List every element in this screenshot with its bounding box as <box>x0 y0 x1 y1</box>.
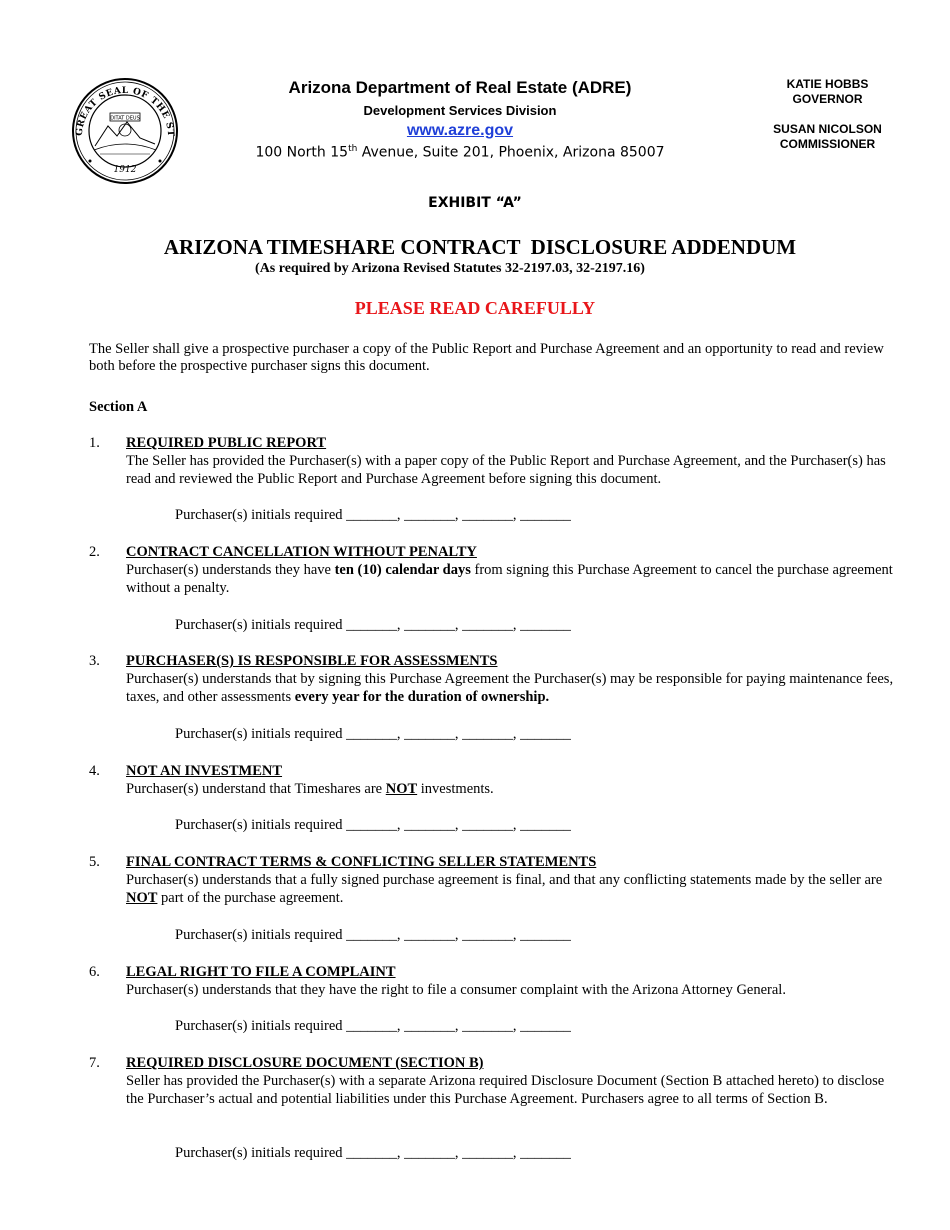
seal-year: 1912 <box>113 165 137 175</box>
item-heading: PURCHASER(S) IS RESPONSIBLE FOR ASSESSMENTS <box>126 653 498 669</box>
office-address: 100 North 15th Avenue, Suite 201, Phoenix, Arizona 85007 <box>255 144 665 161</box>
item-number: 3. <box>89 653 100 669</box>
commissioner-name: SUSAN NICOLSON <box>773 122 882 136</box>
item-right-to-complain <box>89 963 899 999</box>
initials-line-4 <box>175 817 571 834</box>
initials-blanks[interactable]: _______, _______, _______, _______ <box>346 617 571 633</box>
item-heading: CONTRACT CANCELLATION WITHOUT PENALTY <box>126 544 477 560</box>
agency-name: Arizona Department of Real Estate (ADRE) <box>288 78 632 97</box>
initials-blanks[interactable]: _______, _______, _______, _______ <box>346 1018 571 1034</box>
item-number: 7. <box>89 1055 100 1071</box>
item-number: 6. <box>89 964 100 980</box>
item-heading: REQUIRED DISCLOSURE DOCUMENT (SECTION B) <box>126 1055 484 1071</box>
item-required-public-report <box>89 434 899 488</box>
item-body: Seller has provided the Purchaser(s) with a separate Arizona required Disclosure Document (Section B attached hereto) to disclose the Purchaser’s actual and potential liabilities under this Purchase Agreement. Purchasers agree to all terms of Section B. <box>126 1073 885 1107</box>
item-contract-cancellation <box>89 543 899 597</box>
document-subtitle: (As required by Arizona Revised Statutes 32-2197.03, 32-2197.16) <box>255 261 645 276</box>
item-body: Purchaser(s) understands that by signing this Purchase Agreement the Purchaser(s) may be responsible for paying maintenance fees, taxes, and other assessments every year for the duration of ownership. <box>126 671 894 705</box>
initials-line-2 <box>175 617 571 634</box>
commissioner-block <box>745 122 910 152</box>
commissioner-title: COMMISSIONER <box>779 137 876 151</box>
initials-blanks[interactable]: _______, _______, _______, _______ <box>346 1145 571 1161</box>
initials-label: Purchaser(s) initials required <box>175 1018 343 1034</box>
website-link[interactable]: www.azre.gov <box>406 122 514 139</box>
initials-line-1 <box>175 507 571 524</box>
read-carefully-warning: PLEASE READ CAREFULLY <box>354 298 596 318</box>
initials-line-5 <box>175 927 571 944</box>
item-assessments <box>89 652 899 706</box>
initials-label: Purchaser(s) initials required <box>175 817 343 833</box>
initials-line-6 <box>175 1018 571 1035</box>
section-a-label: Section A <box>89 399 148 415</box>
initials-label: Purchaser(s) initials required <box>175 1145 343 1161</box>
item-body: Purchaser(s) understands they have ten (10) calendar days from signing this Purchase Agreement to cancel the purchase agreement without a penalty. <box>126 562 893 596</box>
initials-blanks[interactable]: _______, _______, _______, _______ <box>346 507 571 523</box>
division-name: Development Services Division <box>363 103 557 118</box>
item-body: The Seller has provided the Purchaser(s) with a paper copy of the Public Report and Purchase Agreement, and the Purchaser(s) has read and reviewed the Public Report and Purchase Agreement before signing this document. <box>126 453 886 487</box>
item-number: 4. <box>89 763 100 779</box>
initials-label: Purchaser(s) initials required <box>175 617 343 633</box>
item-heading: FINAL CONTRACT TERMS & CONFLICTING SELLER STATEMENTS <box>126 854 597 870</box>
item-body: Purchaser(s) understands that a fully signed purchase agreement is final, and that any conflicting statements made by the seller are NOT part of the purchase agreement. <box>126 872 883 906</box>
initials-label: Purchaser(s) initials required <box>175 927 343 943</box>
governor-name: KATIE HOBBS <box>786 77 869 91</box>
initials-blanks[interactable]: _______, _______, _______, _______ <box>346 817 571 833</box>
state-seal <box>70 76 180 186</box>
item-heading: LEGAL RIGHT TO FILE A COMPLAINT <box>126 964 396 980</box>
document-title: ARIZONA TIMESHARE CONTRACT DISCLOSURE ADDENDUM <box>163 235 797 259</box>
item-heading: REQUIRED PUBLIC REPORT <box>126 435 327 451</box>
item-final-contract-terms <box>89 853 899 907</box>
item-heading: NOT AN INVESTMENT <box>126 763 283 779</box>
initials-label: Purchaser(s) initials required <box>175 726 343 742</box>
governor-title: GOVERNOR <box>792 92 863 106</box>
item-body: Purchaser(s) understand that Timeshares are NOT investments. <box>126 781 494 797</box>
item-not-an-investment <box>89 762 899 798</box>
exhibit-label: EXHIBIT “A” <box>428 195 522 211</box>
item-disclosure-document <box>89 1054 899 1108</box>
item-number: 5. <box>89 854 100 870</box>
seal-ring-text: GREAT SEAL OF THE ST <box>74 85 176 137</box>
item-number: 2. <box>89 544 100 560</box>
seal-motto: DITAT DEUS <box>110 115 140 122</box>
initials-blanks[interactable]: _______, _______, _______, _______ <box>346 726 571 742</box>
governor-block <box>745 77 910 107</box>
initials-label: Purchaser(s) initials required <box>175 507 343 523</box>
initials-line-3 <box>175 726 571 743</box>
item-body: Purchaser(s) understands that they have the right to file a consumer complaint with the Arizona Attorney General. <box>126 982 786 998</box>
intro-paragraph: The Seller shall give a prospective purchaser a copy of the Public Report and Purchase Agreement and an opportunity to read and review both before the prospective purchaser signs this document. <box>89 341 884 374</box>
item-number: 1. <box>89 435 100 451</box>
initials-line-7 <box>175 1145 571 1162</box>
initials-blanks[interactable]: _______, _______, _______, _______ <box>346 927 571 943</box>
